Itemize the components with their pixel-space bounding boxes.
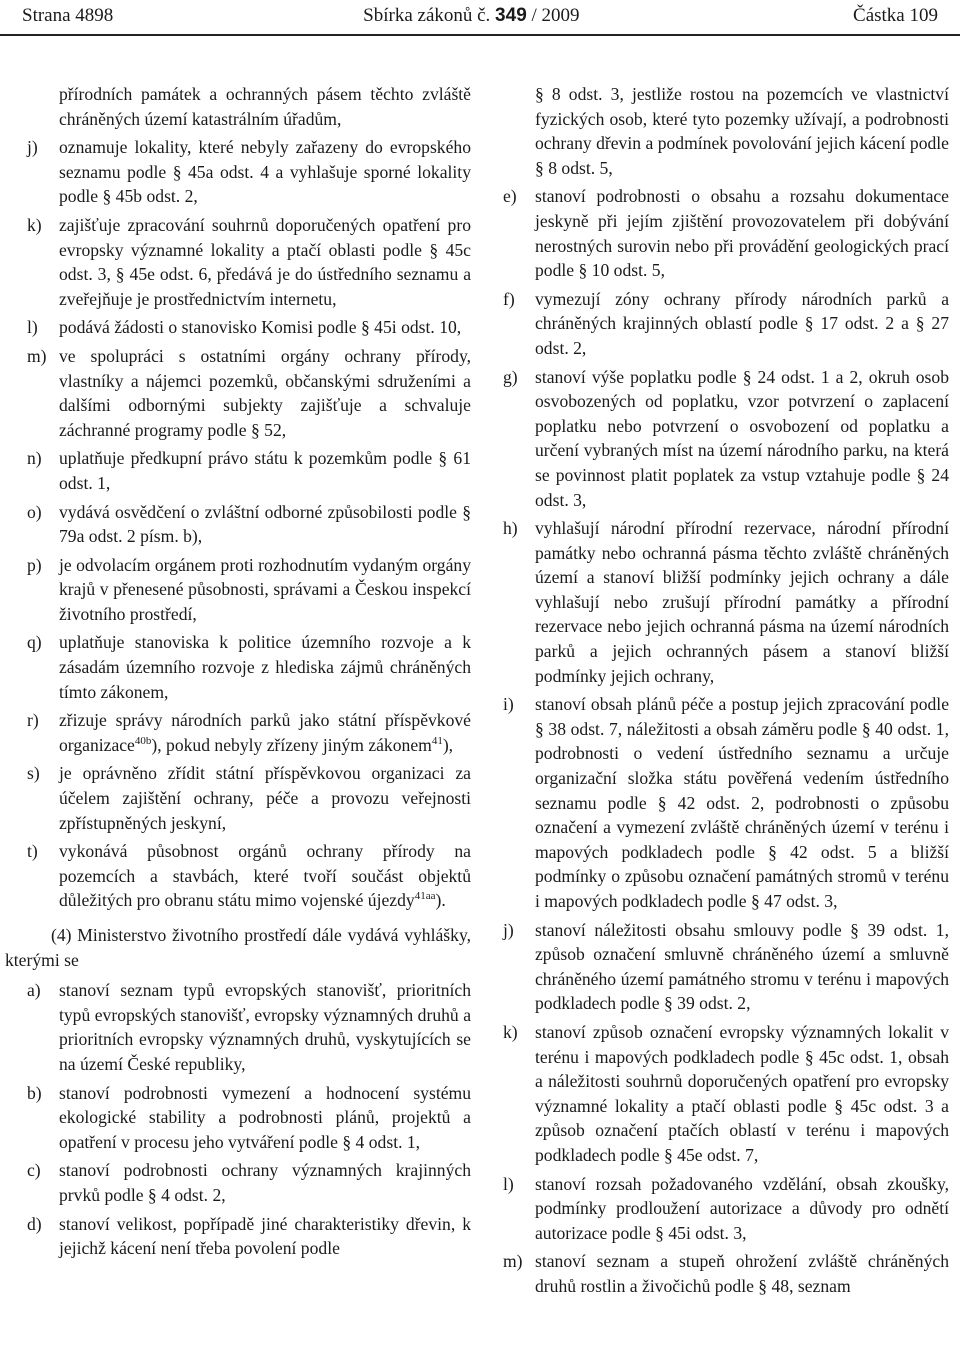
list-item-l bbox=[503, 1172, 949, 1246]
list-item-d bbox=[27, 1212, 471, 1261]
list-item-m bbox=[27, 344, 471, 442]
list-item-r bbox=[27, 708, 471, 757]
item-label: g) bbox=[503, 366, 518, 387]
list-item-j bbox=[503, 918, 949, 1016]
item-label: q) bbox=[27, 632, 42, 653]
continuation-text: § 8 odst. 3, jestliže rostou na pozemcích ve vlastnictví fyzických osob, které tyto pozemky užívají, a podrobnosti ochrany dřevin a podmínek povolování jejich kácení podle § 8 odst. 5, bbox=[535, 84, 949, 178]
footnote-ref: 41aa bbox=[414, 890, 436, 903]
list-item-t bbox=[27, 839, 471, 913]
list-item-m bbox=[503, 1249, 949, 1298]
paragraph-4: (4) Ministerstvo životního prostředí dále vydává vyhlášky, kterými se bbox=[5, 925, 471, 970]
continuation-text: přírodních památek a ochranných pásem těchto zvláště chráněných území katastrálním úřadům, bbox=[59, 84, 471, 129]
running-header bbox=[22, 4, 938, 28]
list-item-h bbox=[503, 516, 949, 688]
item-label: e) bbox=[503, 186, 517, 207]
item-text: stanoví seznam typů evropských stanovišť, prioritních typů evropských stanovišť, evropsky významných druhů a prioritních evropsky významných druhů, vyskytujících se na území České republiky, bbox=[59, 980, 471, 1074]
item-label: h) bbox=[503, 518, 518, 539]
item-text: uplatňuje předkupní právo státu k pozemkům podle § 61 odst. 1, bbox=[59, 448, 471, 493]
item-label: d) bbox=[27, 1213, 42, 1234]
collection-label: Sbírka zákonů č. bbox=[363, 5, 491, 26]
footnote-ref: 41 bbox=[431, 734, 443, 747]
item-text: stanoví rozsah požadovaného vzdělání, obsah zkoušky, podmínky prodloužení autorizace a důvody pro odnětí autorizace podle § 45i odst. 3, bbox=[535, 1173, 949, 1243]
list-item-n bbox=[27, 446, 471, 495]
left-column bbox=[5, 82, 471, 1265]
item-label: n) bbox=[27, 448, 42, 469]
item-label: i) bbox=[503, 694, 514, 715]
item-text: ), pokud nebyly zřízeny jiným zákonem bbox=[151, 734, 432, 755]
item-label: t) bbox=[27, 841, 38, 862]
item-label: l) bbox=[27, 317, 38, 338]
list-item-o bbox=[27, 500, 471, 549]
list-item-c bbox=[27, 1158, 471, 1207]
item-label: a) bbox=[27, 980, 41, 1001]
item-text: stanoví způsob označení evropsky významných lokalit v terénu i mapových podkladech podle § 45c odst. 1, obsah a náležitosti souhrnů doporučených opatření pro evropsky významné lokality a ptačí oblasti podle § 45c odst. 3 a způsob označení ptačích oblastí v terénu i mapových podkladech podle § 45e odst. 7, bbox=[535, 1021, 949, 1165]
item-text: stanoví podrobnosti ochrany významných krajinných prvků podle § 4 odst. 2, bbox=[59, 1160, 471, 1205]
list-item-s bbox=[27, 761, 471, 835]
item-text: zajišťuje zpracování souhrnů doporučených opatření pro evropsky významné lokality a ptačí oblasti podle § 45c odst. 3, § 45e odst. 6, předává je do ústředního seznamu a zveřejňuje je prostřednictvím internetu, bbox=[59, 214, 471, 309]
item-text: vydává osvědčení o zvláštní odborné způsobilosti podle § 79a odst. 2 písm. b), bbox=[59, 501, 471, 547]
item-label: m) bbox=[503, 1251, 523, 1272]
page-number: Strana 4898 bbox=[22, 5, 114, 26]
item-label: f) bbox=[503, 288, 515, 309]
list-item-l bbox=[27, 315, 471, 340]
item-text: zřizuje správy národních parků jako státní příspěvkové organizace bbox=[59, 710, 471, 755]
list-item-j bbox=[27, 135, 471, 209]
right-column bbox=[503, 82, 949, 1303]
item-text: stanoví výše poplatku podle § 24 odst. 1 a 2, okruh osob osvobozených od poplatku, vzor potvrzení o zaplacení poplatku nebo potvrzení o osvobození od poplatku a určení vybraných míst na území národního parku, na která se povinnost platit poplatek za vstup vztahuje podle § 24 odst. 3, bbox=[535, 366, 949, 510]
item-text: uplatňuje stanoviska k politice územního rozvoje a k zásadám územního rozvoje z hlediska zájmů chráněných tímto zákonem, bbox=[59, 632, 471, 702]
item-text: vyhlašují národní přírodní rezervace, národní přírodní památky nebo ochranná pásma těchto zvláště chráněných území a stanoví bližší podmínky jejich ochrany a dále vyhlašují nebo zrušují přírodní památky a přírodní rezervace nebo jejich ochranná pásma na území národních parků a jejich ochranných pásem a stanoví bližší podmínky jejich ochrany, bbox=[535, 518, 949, 686]
item-text: ), bbox=[442, 734, 454, 755]
item-text: stanoví podrobnosti vymezení a hodnocení systému ekologické stability a podrobnosti plánů, projektů a opatření v procesu jeho vytváření podle § 4 odst. 1, bbox=[59, 1082, 471, 1152]
law-year: / 2009 bbox=[531, 5, 580, 26]
item-label: k) bbox=[27, 214, 42, 235]
footnote-ref: 40b bbox=[134, 734, 152, 747]
item-text: vykonává působnost orgánů ochrany přírody na pozemcích a stavbách, které tvoří součást objektů důležitých pro obranu státu mimo vojenské újezdy bbox=[59, 841, 471, 911]
item-text: podává žádosti o stanovisko Komisi podle § 45i odst. 10, bbox=[59, 317, 462, 338]
item-label: l) bbox=[503, 1173, 514, 1194]
collection-title bbox=[363, 4, 579, 28]
item-text: je oprávněno zřídit státní příspěvkovou organizaci za účelem zajištění ochrany, péče a provozu veřejnosti zpřístupněných jeskyní, bbox=[59, 763, 471, 833]
item-text: stanoví náležitosti obsahu smlouvy podle § 39 odst. 1, způsob označení smluvně chráněného území a smluvně chráněného území památného stromu v terénu i mapových podkladech podle § 39 odst. 2, bbox=[535, 919, 949, 1014]
item-label: s) bbox=[27, 763, 40, 784]
item-text: ve spolupráci s ostatními orgány ochrany přírody, vlastníky a nájemci pozemků, občanskými sdruženími a dalšími odbornými subjekty zajišťuje a schvaluje záchranné programy podle § 52, bbox=[59, 345, 471, 440]
item-label: o) bbox=[27, 501, 42, 522]
list-item-b bbox=[27, 1081, 471, 1155]
item-text: stanoví podrobnosti o obsahu a rozsahu dokumentace jeskyně při jejím zjištění provozovatelem při dobývání nerostných surovin nebo při provádění geologických prací podle § 10 odst. 5, bbox=[535, 186, 949, 281]
item-text: stanoví velikost, popřípadě jiné charakteristiky dřevin, k jejichž kácení není třeba povolení podle bbox=[59, 1213, 471, 1259]
law-number: 349 bbox=[495, 5, 527, 26]
item-label: j) bbox=[503, 919, 514, 940]
list-item-p bbox=[27, 553, 471, 627]
list-item-q bbox=[27, 630, 471, 704]
item-label: k) bbox=[503, 1021, 518, 1042]
item-label: b) bbox=[27, 1082, 42, 1103]
list-item-k bbox=[27, 213, 471, 311]
item-label: r) bbox=[27, 710, 39, 731]
item-text: stanoví seznam a stupeň ohrožení zvláště chráněných druhů rostlin a živočichů podle § 48, seznam bbox=[535, 1251, 949, 1296]
item-text: je odvolacím orgánem proti rozhodnutím vydaným orgány krajů v přenesené působnosti, správami a Českou inspekcí životního prostředí, bbox=[59, 554, 471, 624]
list-item-g bbox=[503, 365, 949, 513]
item-text: ). bbox=[435, 890, 446, 911]
list-item-i bbox=[503, 692, 949, 913]
list-item-k bbox=[503, 1020, 949, 1168]
header-rule bbox=[0, 34, 960, 36]
item-label: m) bbox=[27, 345, 47, 366]
list-item-f bbox=[503, 287, 949, 361]
list-item-e bbox=[503, 184, 949, 282]
item-label: c) bbox=[27, 1160, 41, 1181]
item-text: vymezují zóny ochrany přírody národních parků a chráněných krajinných oblastí podle § 17 odst. 2 a § 27 odst. 2, bbox=[535, 288, 949, 358]
item-label: p) bbox=[27, 554, 42, 575]
item-label: j) bbox=[27, 137, 38, 158]
part-number: Částka 109 bbox=[853, 5, 938, 26]
item-text: oznamuje lokality, které nebyly zařazeny do evropského seznamu podle § 45a odst. 4 a vyhlašuje sporné lokality podle § 45b odst. 2, bbox=[59, 137, 471, 207]
list-item-a bbox=[27, 978, 471, 1076]
item-text: stanoví obsah plánů péče a postup jejich zpracování podle § 38 odst. 7, náležitosti a obsah záměru podle § 40 odst. 1, podrobnosti o vedení ústředního seznamu a určuje organizační složka státu pověřená vedením ústředního seznamu podle § 42 odst. 2, podrobnosti o způsobu označení a vymezení zvláště chráněných území v terénu i mapových podkladech podle § 42 odst. 5 a bližší podmínky o způsobu označení památných stromů v terénu i mapových podkladech podle § 47 odst. 3, bbox=[535, 694, 949, 911]
